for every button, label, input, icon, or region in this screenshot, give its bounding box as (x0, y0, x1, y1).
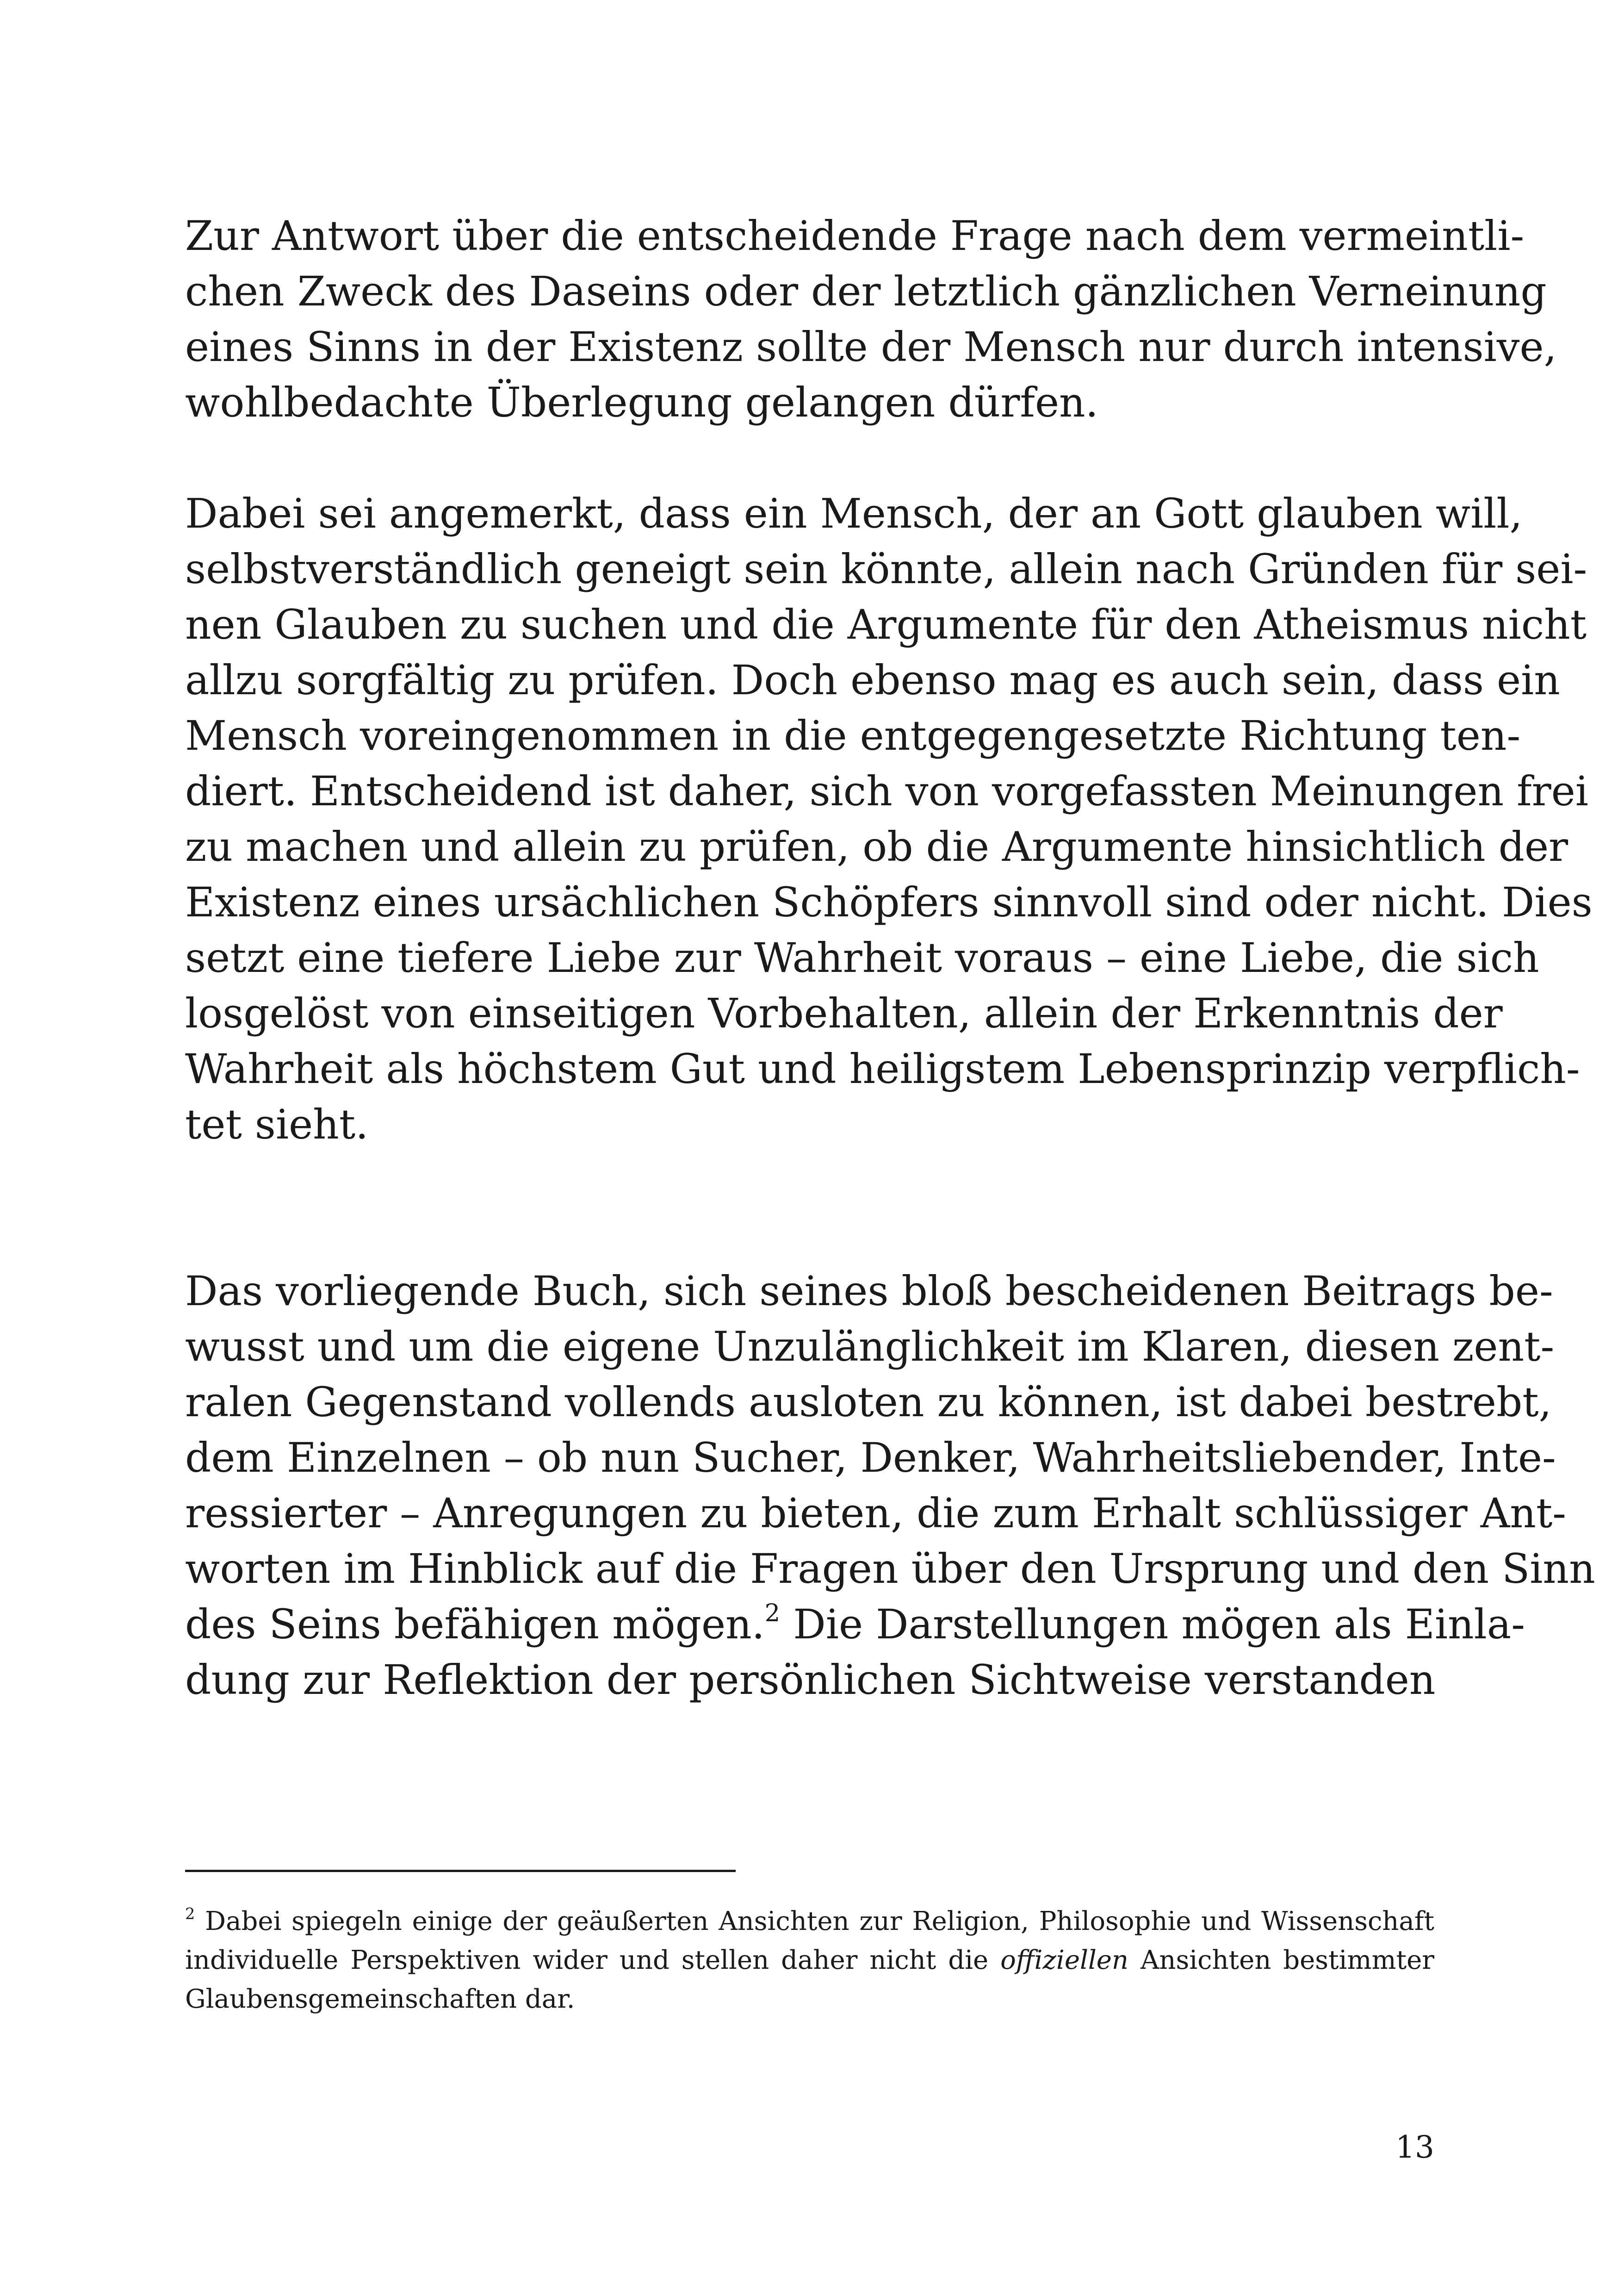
line-text-before-ref: des Seins befähigen mögen. (185, 1600, 765, 1648)
text-line: Dabei sei angemerkt, dass ein Mensch, der an Gott glauben will, (185, 490, 1523, 537)
text-line: diert. Entscheidend ist daher, sich von vorgefassten Meinungen frei (185, 767, 1588, 815)
footnote-reference[interactable]: 2 (764, 1599, 781, 1628)
text-line: allzu sorgfältig zu prüfen. Doch ebenso mag es auch sein, dass ein (185, 656, 1560, 704)
page-body (185, 208, 1595, 1708)
text-line: Mensch voreingenommen in die entgegengesetzte Richtung ten- (185, 712, 1521, 759)
text-line: dem Einzelnen – ob nun Sucher, Denker, Wahrheitsliebender, Inte- (185, 1434, 1556, 1481)
line-text-after-ref: Die Darstellungen mögen als Einla- (780, 1600, 1525, 1648)
paragraph-spacer (185, 1152, 1434, 1263)
text-line: wohlbedachte Überlegung gelangen dürfen. (185, 379, 1098, 426)
text-line: Zur Antwort über die entscheidende Frage nach dem vermeintli- (185, 212, 1525, 260)
footnote-text: Dabei spiegeln einige der geäußerten Ansichten zur Religion, Philosophie und Wissenschaft (195, 1906, 1434, 1936)
text-line: dung zur Reflektion der persönlichen Sichtweise verstanden (185, 1656, 1436, 1704)
text-line: selbstverständlich geneigt sein könnte, allein nach Gründen für sei- (185, 545, 1587, 593)
text-line: Existenz eines ursächlichen Schöpfers sinnvoll sind oder nicht. Dies (185, 878, 1593, 926)
text-line (185, 1597, 1525, 1652)
text-line: Wahrheit als höchstem Gut und heiligstem Lebensprinzip verpflich- (185, 1045, 1580, 1093)
footnote-separator (185, 1870, 736, 1872)
footnote-text: Ansichten bestimmter (1128, 1945, 1435, 1975)
paragraph-spacer (185, 430, 1434, 486)
text-line: chen Zweck des Daseins oder der letztlich gänzlichen Verneinung (185, 268, 1547, 315)
paragraph-1 (185, 208, 1557, 430)
footnote-emphasis: offiziellen (1000, 1945, 1128, 1975)
text-line: eines Sinns in der Existenz sollte der Mensch nur durch intensive, (185, 323, 1557, 371)
text-line: tet sieht. (185, 1101, 369, 1148)
footnote-line (185, 1902, 1434, 1941)
text-line: zu machen und allein zu prüfen, ob die Argumente hinsichtlich der (185, 823, 1568, 871)
text-line: worten im Hinblick auf die Fragen über den Ursprung und den Sinn (185, 1545, 1595, 1593)
paragraph-2 (185, 486, 1593, 1152)
footnote-area (185, 1902, 1434, 2019)
paragraph-3 (185, 1263, 1595, 1708)
text-line: ralen Gegenstand vollends ausloten zu können, ist dabei bestrebt, (185, 1378, 1552, 1426)
footnote-number: 2 (185, 1904, 195, 1923)
page-number: 13 (1395, 2129, 1434, 2165)
text-line: losgelöst von einseitigen Vorbehalten, allein der Erkenntnis der (185, 989, 1503, 1037)
footnote-line: Glaubensgemeinschaften dar. (185, 1984, 575, 2014)
footnote-text: individuelle Perspektiven wider und stellen daher nicht die (185, 1945, 1001, 1975)
text-line: ressierter – Anregungen zu bieten, die zum Erhalt schlüssiger Ant- (185, 1489, 1567, 1537)
text-line: wusst und um die eigene Unzulänglichkeit im Klaren, diesen zent- (185, 1323, 1555, 1370)
text-line: Das vorliegende Buch, sich seines bloß bescheidenen Beitrags be- (185, 1267, 1553, 1315)
text-line: setzt eine tiefere Liebe zur Wahrheit voraus – eine Liebe, die sich (185, 934, 1539, 982)
text-line: nen Glauben zu suchen und die Argumente für den Atheismus nicht (185, 601, 1587, 648)
footnote-line (185, 1941, 1434, 1980)
